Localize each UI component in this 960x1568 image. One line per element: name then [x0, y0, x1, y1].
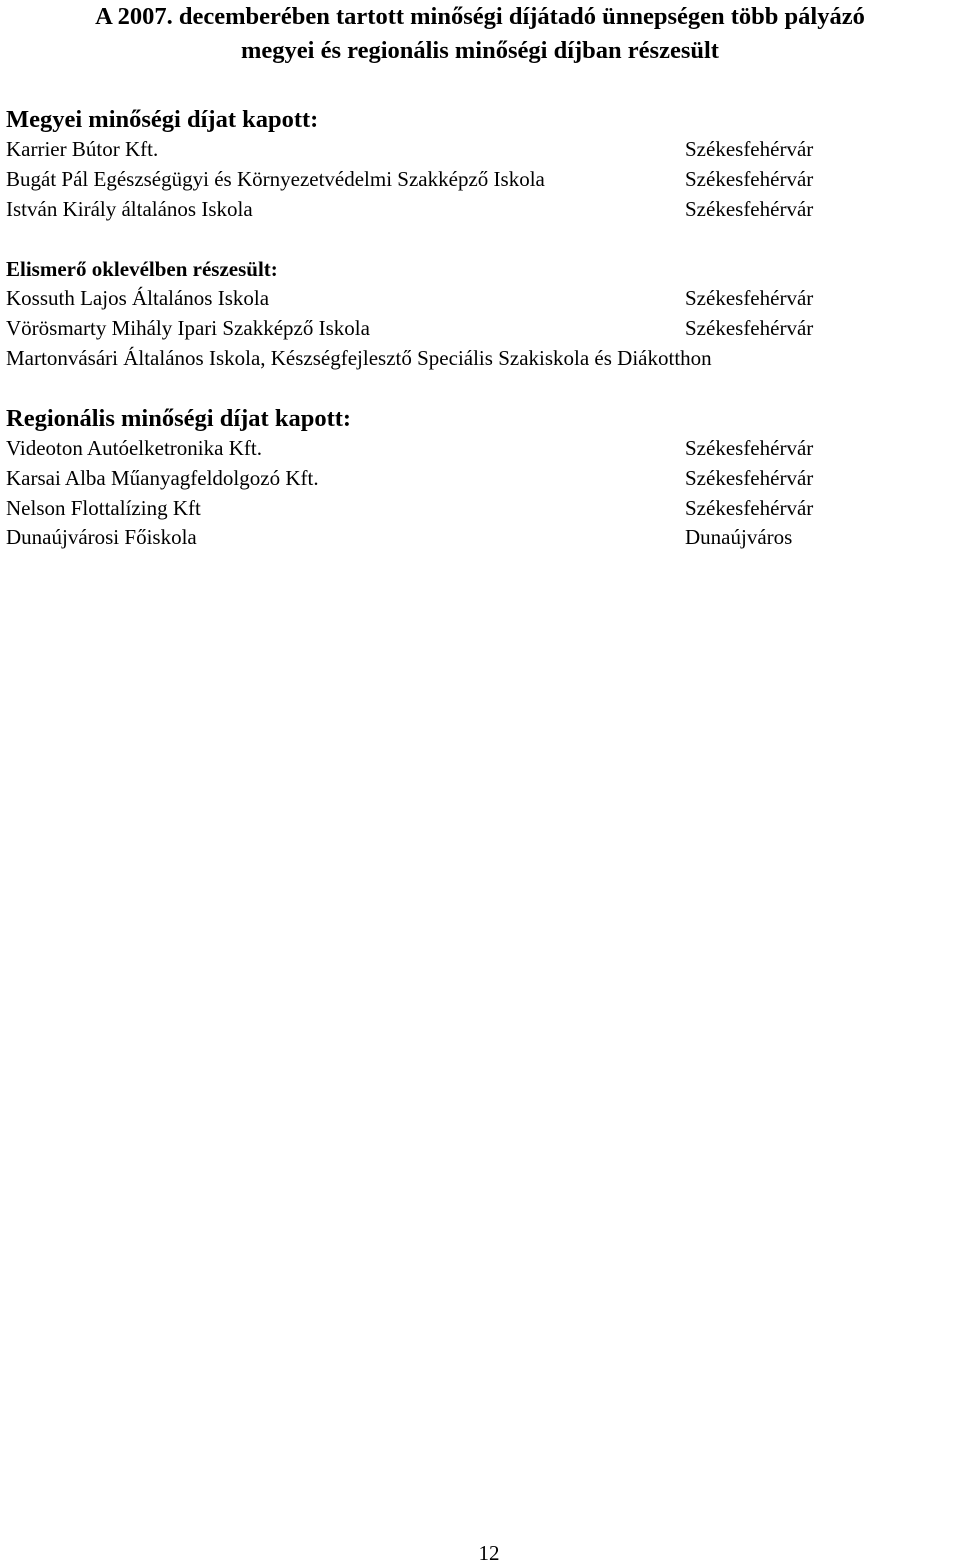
list-item — [6, 195, 946, 225]
awardee-city: Székesfehérvár — [685, 495, 814, 520]
list-item — [6, 434, 946, 464]
awardee-city: Székesfehérvár — [685, 196, 814, 221]
awardee-name: Videoton Autóelketronika Kft. — [6, 436, 262, 460]
awardee-name: István Király általános Iskola — [6, 196, 253, 221]
title-line-2: megyei és regionális minőségi díjban részesült — [241, 37, 719, 64]
awardee-name: Vörösmarty Mihály Ipari Szakképző Iskola — [6, 315, 370, 340]
awardee-city: Székesfehérvár — [685, 137, 814, 161]
list-item — [6, 344, 946, 374]
awardee-city: Székesfehérvár — [685, 286, 814, 310]
awardee-name: Karrier Bútor Kft. — [6, 137, 159, 161]
awardee-name: Karsai Alba Műanyagfeldolgozó Kft. — [6, 465, 319, 490]
list-item — [6, 284, 946, 314]
awardee-city: Dunaújváros — [685, 525, 793, 550]
list-item — [6, 464, 946, 494]
title-line-1: A 2007. decemberében tartott minőségi díjátadó ünnepségen több pályázó — [95, 3, 865, 30]
regional-award-section — [6, 403, 946, 553]
awardee-city: Székesfehérvár — [685, 436, 814, 460]
document-title — [0, 0, 960, 68]
awardee-name: Martonvásári Általános Iskola, Készségfejlesztő Speciális Szakiskola és Diákotthon — [6, 345, 712, 370]
county-award-heading: Megyei minőségi díjat kapott: — [6, 106, 319, 133]
awardee-name: Kossuth Lajos Általános Iskola — [6, 286, 270, 310]
awardee-name: Nelson Flottalízing Kft — [6, 495, 201, 520]
awardee-city: Székesfehérvár — [685, 465, 814, 490]
list-item — [6, 523, 946, 553]
list-item — [6, 314, 946, 344]
recognition-section — [6, 254, 946, 373]
list-item — [6, 135, 946, 165]
awardee-city: Székesfehérvár — [685, 315, 814, 340]
awardee-name: Dunaújvárosi Főiskola — [6, 525, 197, 550]
awardee-city: Székesfehérvár — [685, 166, 814, 191]
list-item — [6, 494, 946, 524]
county-award-section — [6, 104, 946, 224]
awardee-name: Bugát Pál Egészségügyi és Környezetvédelmi Szakképző Iskola — [6, 166, 545, 191]
regional-award-heading: Regionális minőségi díjat kapott: — [6, 405, 352, 432]
recognition-heading: Elismerő oklevélben részesült: — [6, 257, 278, 281]
list-item — [6, 165, 946, 195]
page-number: 12 — [478, 1541, 500, 1565]
